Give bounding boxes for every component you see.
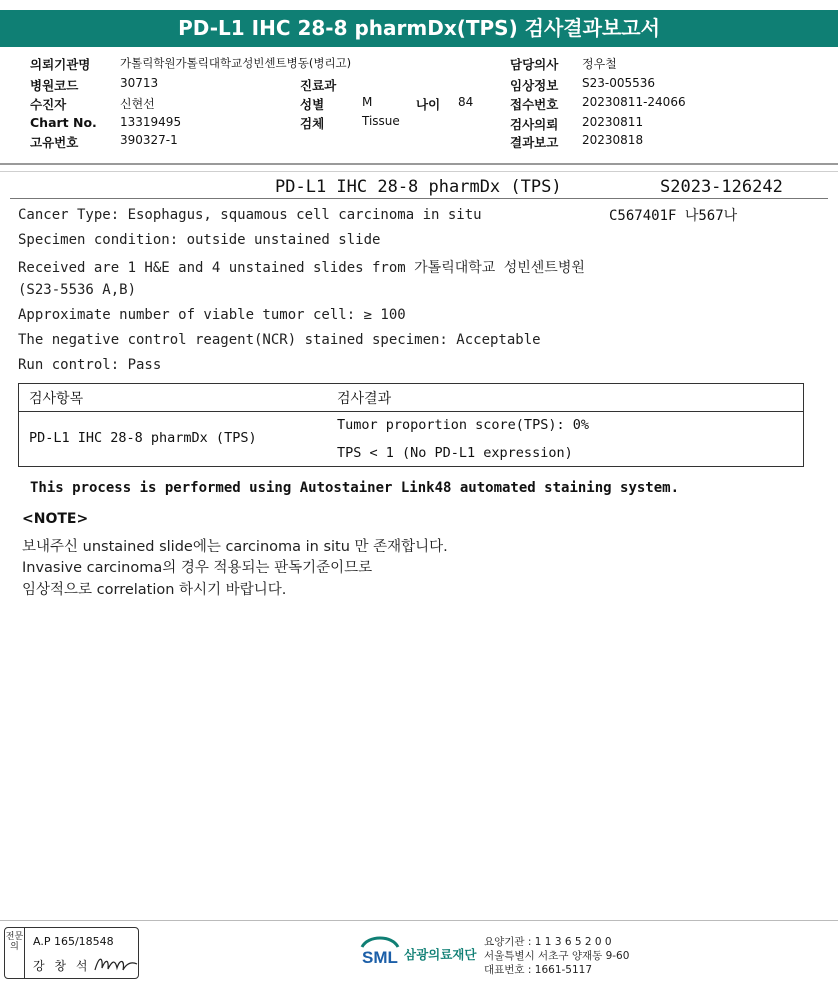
patient-value: 신현선 (120, 97, 155, 111)
specimen-label: 검체 (300, 116, 325, 131)
hospital-code-label: 병원코드 (30, 78, 79, 93)
receipt-label: 접수번호 (510, 97, 559, 112)
stamp-ap-number: A.P 165/18548 (33, 935, 114, 948)
report-line: Specimen condition: outside unstained slide (18, 232, 381, 248)
col-result-header: 검사결과 (337, 391, 392, 407)
report-line: Run control: Pass (18, 357, 162, 373)
col-item-header: 검사항목 (29, 391, 84, 407)
clinical-value: S23-005536 (582, 76, 656, 90)
test-title: PD-L1 IHC 28-8 pharmDx (TPS) (275, 177, 562, 197)
request-label: 검사의뢰 (510, 117, 559, 132)
report-line: (S23-5536 A,B) (18, 282, 137, 298)
report-date-value: 20230818 (582, 133, 644, 147)
signature-icon (93, 952, 139, 974)
report-title: PD-L1 IHC 28-8 pharmDx(TPS) 검사결과보고서 (0, 10, 838, 47)
header-divider (0, 163, 838, 165)
request-value: 20230811 (582, 115, 644, 129)
report-line: Received are 1 H&E and 4 unstained slides from 가톨릭대학교 성빈센트병원 (18, 260, 585, 276)
result-table (18, 383, 804, 467)
doctor-label: 담당의사 (510, 57, 559, 72)
note-line: 임상적으로 correlation 하시기 바랍니다. (22, 582, 287, 598)
institution-label: 의뢰기관명 (30, 57, 91, 72)
address: 서울특별시 서초구 양재동 9-60 (484, 950, 630, 962)
sml-logo-icon (358, 933, 402, 971)
report-label: 결과보고 (510, 135, 559, 150)
title-underline (10, 198, 828, 199)
report-line: The negative control reagent(NCR) stained specimen: Acceptable (18, 332, 541, 348)
table-result-interpretation: TPS < 1 (No PD-L1 expression) (337, 445, 573, 461)
dept-label: 진료과 (300, 78, 337, 93)
specimen-value: Tissue (362, 114, 400, 128)
unique-label: 고유번호 (30, 135, 79, 150)
report-line: Cancer Type: Esophagus, squamous cell carcinoma in situ (18, 207, 482, 223)
receipt-value: 20230811-24066 (582, 95, 686, 109)
note-line: Invasive carcinoma의 경우 적용되는 판독기준이므로 (22, 560, 373, 576)
table-result-score: Tumor proportion score(TPS): 0% (337, 417, 589, 433)
patient-label: 수진자 (30, 97, 67, 112)
process-statement: This process is performed using Autostainer Link48 automated staining system. (30, 480, 680, 496)
report-number: S2023-126242 (660, 177, 783, 197)
header-divider-thin (0, 171, 838, 172)
hospital-code-value: 30713 (120, 76, 159, 90)
logo-name: 삼광의료재단 (404, 947, 477, 962)
report-line: Approximate number of viable tumor cell: ≥ 100 (18, 307, 406, 323)
doctor-value: 정우철 (582, 57, 617, 71)
institution-code: 요양기관 : 1 1 3 6 5 2 0 0 (484, 936, 612, 948)
stamp-vertical-label: 전문의 (5, 928, 25, 978)
unique-value: 390327-1 (120, 133, 178, 147)
pathologist-stamp (4, 927, 139, 979)
note-line: 보내주신 unstained slide에는 carcinoma in situ 만 존재합니다. (22, 539, 448, 555)
age-value: 84 (458, 95, 474, 109)
stamp-name: 강 창 석 (33, 959, 91, 973)
patient-header (0, 52, 838, 152)
table-item: PD-L1 IHC 28-8 pharmDx (TPS) (29, 430, 257, 446)
clinical-label: 임상정보 (510, 78, 559, 93)
sex-value: M (362, 95, 373, 109)
specimen-code: C567401F 나567나 (609, 208, 738, 224)
chart-value: 13319495 (120, 115, 182, 129)
table-header-row (19, 384, 803, 412)
institution-value: 가톨릭학원가톨릭대학교성빈센트병동(병리고) (120, 56, 352, 70)
note-heading: <NOTE> (22, 511, 89, 527)
phone: 대표번호 : 1661-5117 (484, 964, 593, 976)
age-label: 나이 (416, 97, 441, 112)
footer-divider (0, 920, 838, 921)
chart-label: Chart No. (30, 115, 97, 130)
sex-label: 성별 (300, 97, 325, 112)
logo-mark-text: SML (362, 948, 398, 967)
